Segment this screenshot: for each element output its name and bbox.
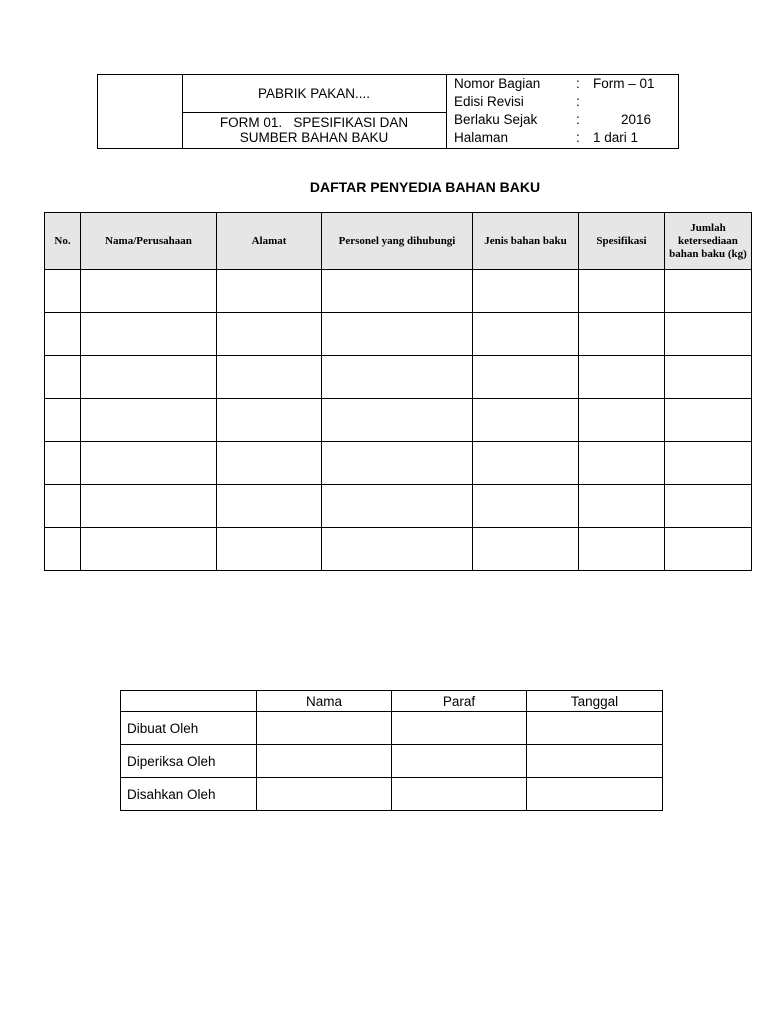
- meta-label: Berlaku Sejak: [454, 112, 538, 127]
- page-title: DAFTAR PENYEDIA BAHAN BAKU: [309, 179, 541, 195]
- header-title-cell: [182, 75, 447, 148]
- meta-berlaku-sejak: [454, 112, 678, 130]
- paraf-cell[interactable]: [392, 712, 527, 745]
- table-cell[interactable]: [81, 356, 217, 399]
- table-cell[interactable]: [322, 356, 473, 399]
- company-name: PABRIK PAKAN....: [182, 75, 446, 113]
- table-cell[interactable]: [665, 442, 752, 485]
- paraf-cell[interactable]: [392, 745, 527, 778]
- form-header: [97, 74, 679, 149]
- signature-row: [121, 745, 663, 778]
- paraf-cell[interactable]: [392, 778, 527, 811]
- form-title-line1: FORM 01. SPESIFIKASI DAN: [219, 115, 409, 130]
- table-cell[interactable]: [217, 442, 322, 485]
- nama-cell[interactable]: [257, 745, 392, 778]
- table-cell[interactable]: [665, 313, 752, 356]
- table-cell[interactable]: [45, 399, 81, 442]
- table-cell[interactable]: [473, 442, 579, 485]
- column-header: Alamat: [217, 213, 322, 270]
- table-cell[interactable]: [322, 313, 473, 356]
- logo-cell: [98, 75, 183, 148]
- table-cell[interactable]: [579, 399, 665, 442]
- supplier-table: [44, 212, 752, 571]
- table-cell[interactable]: [579, 485, 665, 528]
- signature-table: [120, 690, 663, 811]
- column-header: Spesifikasi: [579, 213, 665, 270]
- table-cell[interactable]: [665, 528, 752, 571]
- table-cell[interactable]: [322, 442, 473, 485]
- meta-label: Halaman: [454, 130, 509, 145]
- table-cell[interactable]: [81, 442, 217, 485]
- table-row: [45, 270, 752, 313]
- table-row: [45, 485, 752, 528]
- table-cell[interactable]: [579, 356, 665, 399]
- table-cell[interactable]: [473, 485, 579, 528]
- table-cell[interactable]: [81, 399, 217, 442]
- table-cell[interactable]: [322, 528, 473, 571]
- supplier-table-body: [45, 270, 752, 571]
- table-header-row: [45, 213, 752, 270]
- table-cell[interactable]: [217, 313, 322, 356]
- meta-value: Form – 01: [593, 76, 655, 91]
- table-row: [45, 313, 752, 356]
- table-cell[interactable]: [473, 356, 579, 399]
- table-row: [45, 356, 752, 399]
- table-cell[interactable]: [473, 270, 579, 313]
- meta-label: Nomor Bagian: [454, 76, 541, 91]
- meta-value: 2016: [621, 112, 652, 127]
- table-cell[interactable]: [473, 399, 579, 442]
- column-header: Personel yang dihubungi: [322, 213, 473, 270]
- table-cell[interactable]: [322, 270, 473, 313]
- table-cell[interactable]: [665, 356, 752, 399]
- column-header: Jumlah ketersediaan bahan baku (kg): [665, 213, 752, 270]
- table-cell[interactable]: [322, 485, 473, 528]
- meta-colon: :: [576, 76, 580, 91]
- table-cell[interactable]: [665, 485, 752, 528]
- meta-nomor-bagian: [454, 76, 678, 94]
- table-cell[interactable]: [217, 399, 322, 442]
- table-cell[interactable]: [45, 313, 81, 356]
- row-label: Disahkan Oleh: [121, 778, 257, 811]
- tanggal-cell[interactable]: [527, 712, 663, 745]
- table-cell[interactable]: [322, 399, 473, 442]
- table-cell[interactable]: [579, 442, 665, 485]
- table-cell[interactable]: [217, 270, 322, 313]
- table-row: [45, 528, 752, 571]
- table-cell[interactable]: [45, 442, 81, 485]
- table-cell[interactable]: [473, 313, 579, 356]
- table-row: [45, 399, 752, 442]
- meta-halaman: [454, 130, 678, 148]
- meta-colon: :: [576, 112, 580, 127]
- table-cell[interactable]: [665, 270, 752, 313]
- row-label: Dibuat Oleh: [121, 712, 257, 745]
- header-meta: [447, 75, 678, 148]
- table-cell[interactable]: [217, 356, 322, 399]
- meta-colon: :: [576, 130, 580, 145]
- table-cell[interactable]: [579, 313, 665, 356]
- meta-value: 1 dari 1: [593, 130, 639, 145]
- table-cell[interactable]: [81, 485, 217, 528]
- column-header: Tanggal: [527, 691, 663, 712]
- table-row: [45, 442, 752, 485]
- tanggal-cell[interactable]: [527, 778, 663, 811]
- row-label: Diperiksa Oleh: [121, 745, 257, 778]
- column-header: [121, 691, 257, 712]
- table-cell[interactable]: [665, 399, 752, 442]
- meta-edisi-revisi: [454, 94, 678, 112]
- table-cell[interactable]: [81, 528, 217, 571]
- column-header: Paraf: [392, 691, 527, 712]
- column-header: Nama/Perusahaan: [81, 213, 217, 270]
- nama-cell[interactable]: [257, 712, 392, 745]
- column-header: No.: [45, 213, 81, 270]
- form-title: [182, 113, 446, 148]
- column-header: Jenis bahan baku: [473, 213, 579, 270]
- table-cell[interactable]: [579, 270, 665, 313]
- table-cell[interactable]: [217, 485, 322, 528]
- signature-row: [121, 712, 663, 745]
- meta-colon: :: [576, 94, 580, 109]
- table-cell[interactable]: [45, 356, 81, 399]
- tanggal-cell[interactable]: [527, 745, 663, 778]
- column-header: Nama: [257, 691, 392, 712]
- form-title-line2: SUMBER BAHAN BAKU: [239, 130, 389, 145]
- table-cell[interactable]: [45, 270, 81, 313]
- nama-cell[interactable]: [257, 778, 392, 811]
- table-cell[interactable]: [45, 485, 81, 528]
- signature-header-row: [121, 691, 663, 712]
- table-cell[interactable]: [81, 313, 217, 356]
- table-cell[interactable]: [45, 528, 81, 571]
- table-cell[interactable]: [217, 528, 322, 571]
- table-cell[interactable]: [579, 528, 665, 571]
- table-cell[interactable]: [473, 528, 579, 571]
- table-cell[interactable]: [81, 270, 217, 313]
- signature-row: [121, 778, 663, 811]
- meta-label: Edisi Revisi: [454, 94, 524, 109]
